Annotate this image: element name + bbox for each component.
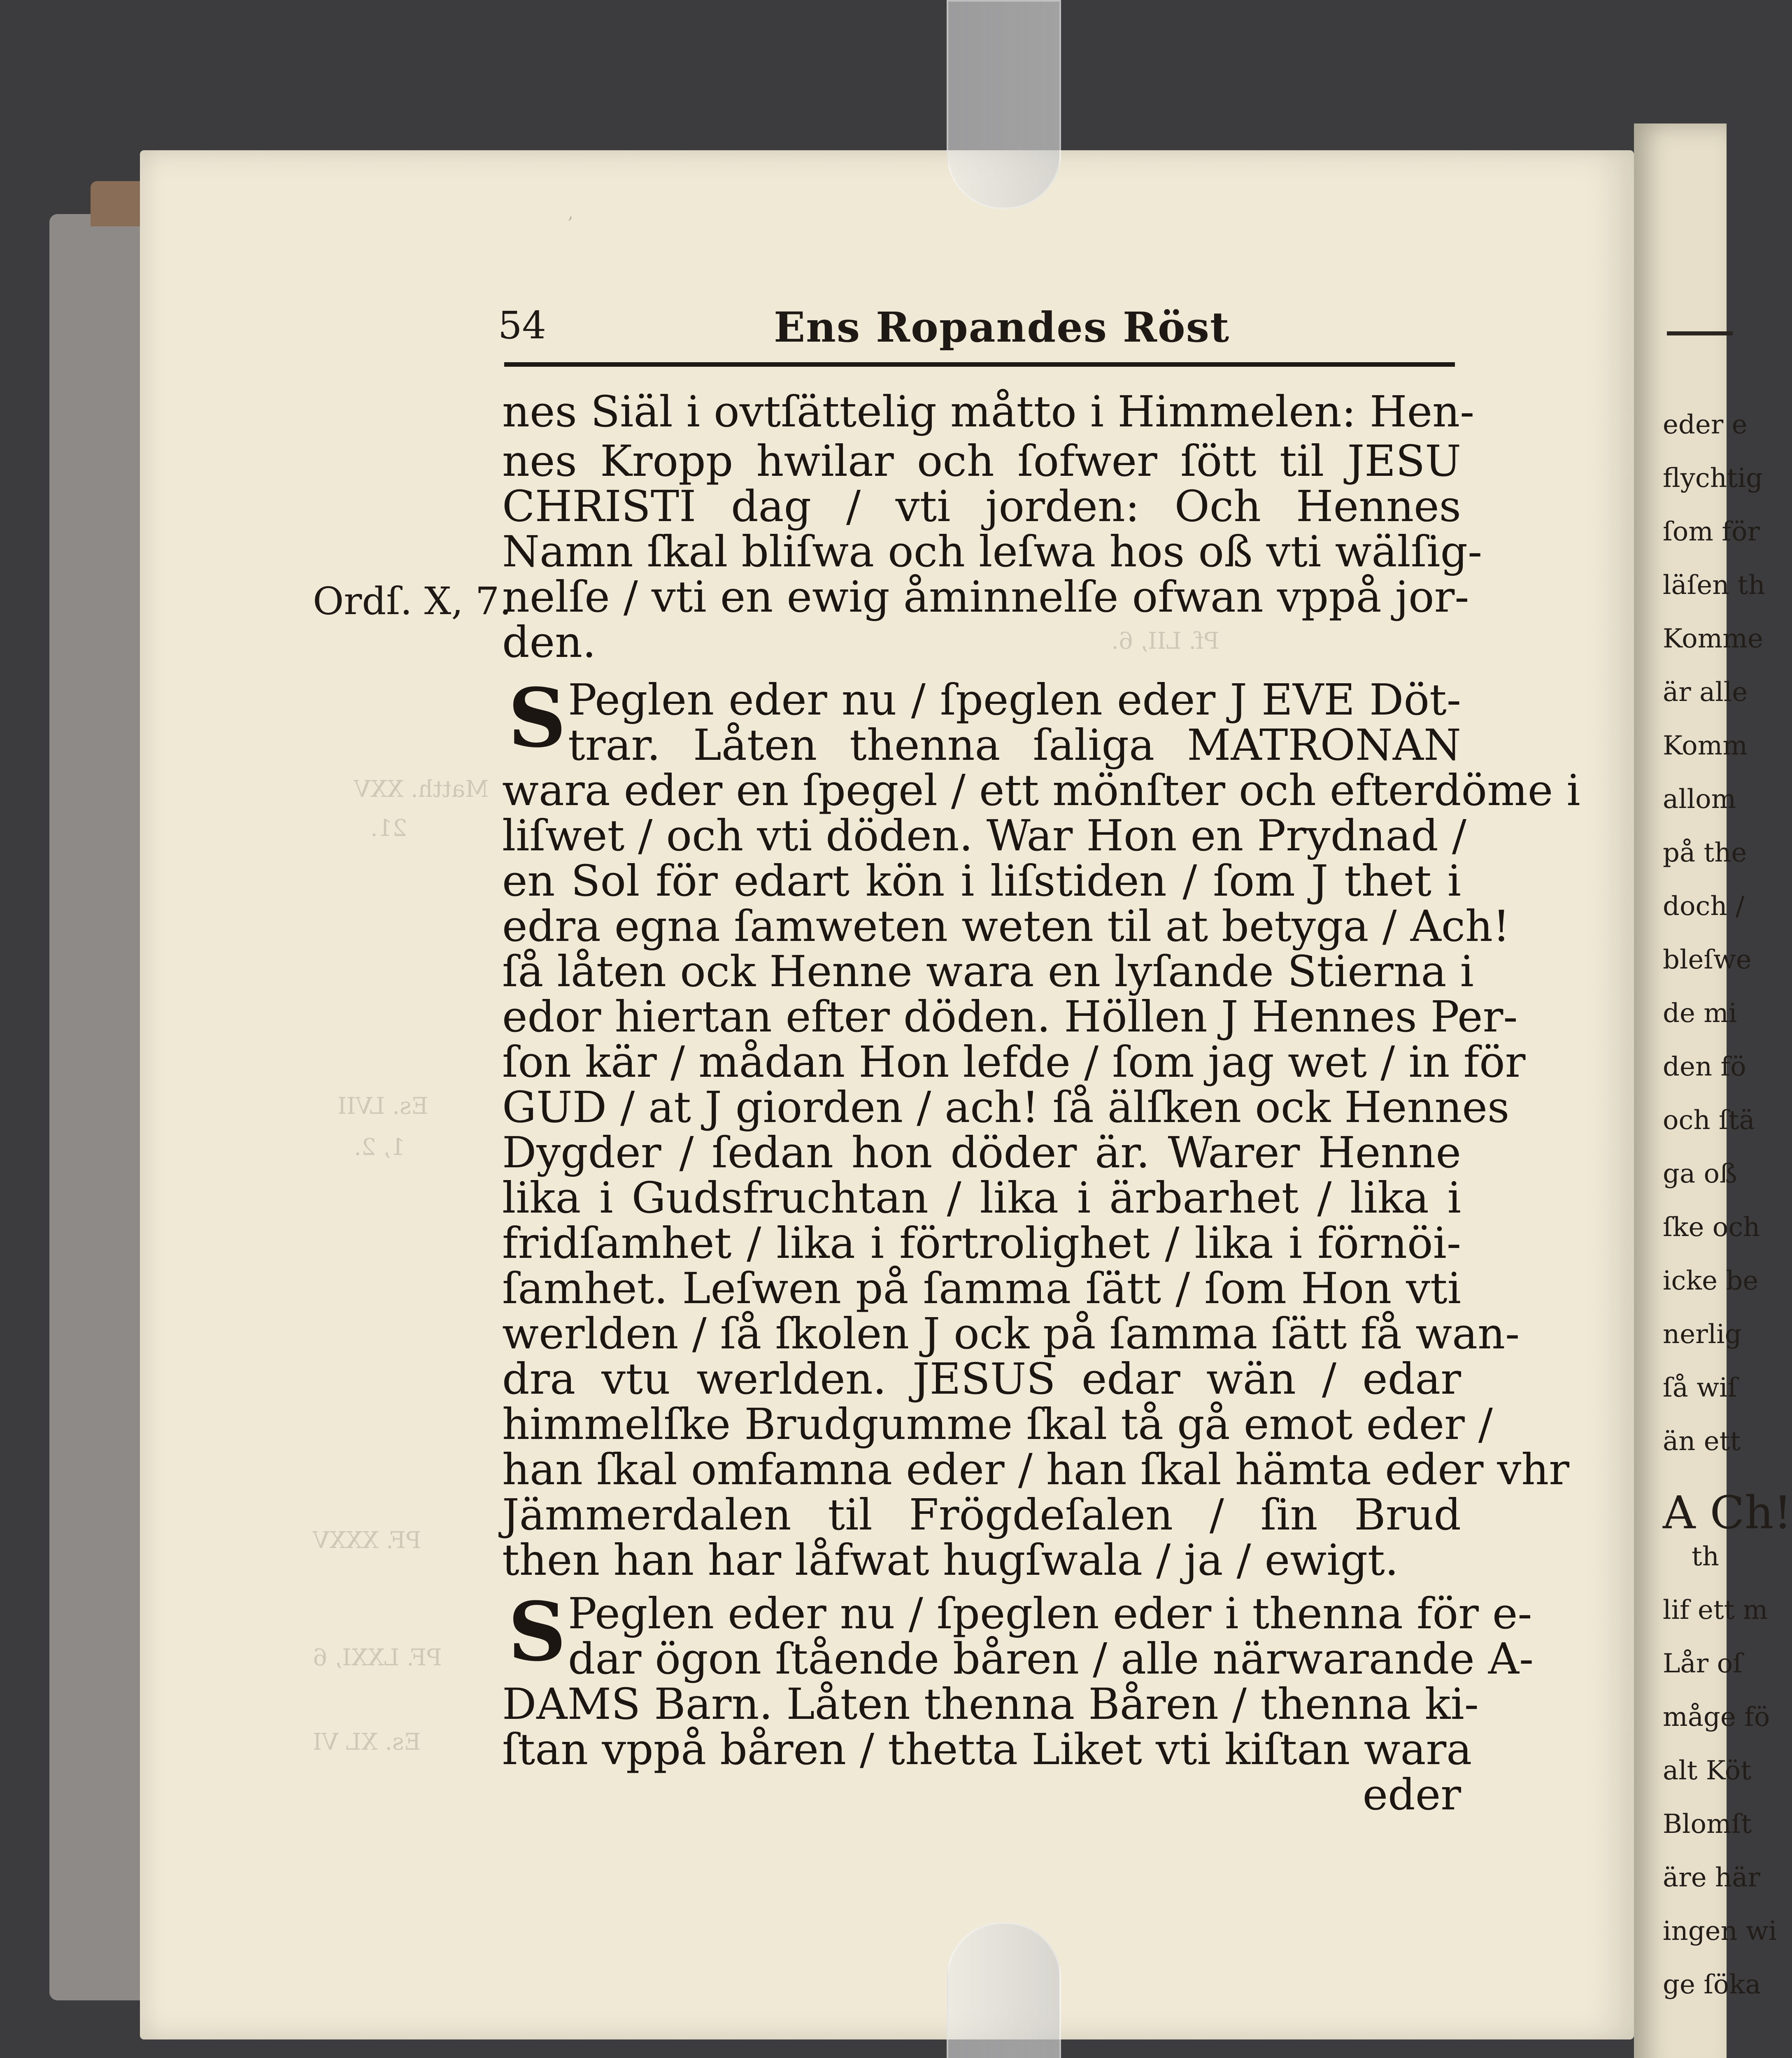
facing-page-fragment: måge fö: [1663, 1702, 1770, 1732]
facing-page-fragment: Blomſt: [1663, 1809, 1752, 1839]
facing-page-fragment: Komm: [1663, 731, 1748, 761]
text-line: trar. Låten thenna ſaliga MATRONAN: [568, 720, 1461, 770]
facing-page-fragment: ge ſöka: [1663, 1970, 1761, 2000]
page-mark: ,: [568, 204, 573, 223]
facing-page-fragment: ſke och: [1663, 1212, 1760, 1243]
text-line: han ſkal omfamna eder / han ſkal hämta eder vhr: [502, 1444, 1569, 1495]
text-line: edor hiertan efter döden. Höllen J Hennes Per-: [502, 992, 1518, 1042]
show-through-text: 1, 2.: [354, 1134, 405, 1161]
text-line: dra vtu werlden. JESUS edar wän / edar: [502, 1354, 1461, 1404]
running-head: Ens Ropandes Röst: [774, 303, 1230, 352]
text-line: CHRISTI dag / vti jorden: Och Hennes: [502, 481, 1461, 531]
facing-page-fragment: flychtig: [1663, 463, 1763, 494]
facing-page-fragment: bleſwe: [1663, 945, 1752, 975]
text-line: then han har låfwat hugſwala / ja / ewigt.: [502, 1535, 1399, 1585]
drop-cap: S: [508, 671, 566, 766]
facing-page-fragment: doch /: [1663, 891, 1745, 922]
facing-page-fragment: th: [1692, 1541, 1719, 1572]
text-line: Jämmerdalen til Frögdeſalen / ſin Brud: [502, 1490, 1461, 1540]
facing-page-fragment: eder e: [1663, 410, 1748, 440]
facing-page-fragment: läſen th: [1663, 570, 1765, 601]
facing-page-fragment: ſom för: [1663, 517, 1760, 547]
facing-page-fragment: icke be: [1663, 1266, 1759, 1296]
text-line: wara eder en ſpegel / ett mönſter och efterdöme i: [502, 765, 1580, 815]
facing-page-fragment: de mi: [1663, 998, 1737, 1029]
facing-page-fragment: A Ch!: [1663, 1486, 1792, 1539]
text-line: himmelſke Brudgumme ſkal tå gå emot eder /: [502, 1399, 1493, 1449]
facing-page-fragment: Lår oſ: [1663, 1648, 1743, 1679]
text-line: fridſamhet / lika i förtrolighet / lika i förnöi-: [502, 1218, 1461, 1268]
facing-page-fragment: äre här: [1663, 1862, 1760, 1893]
page-clip-bottom: [947, 1922, 1061, 2058]
margin-note: Ordſ. X, 7.: [313, 579, 512, 623]
facing-page-fragment: den fö: [1663, 1052, 1746, 1082]
facing-page-fragment: lif ett m: [1663, 1595, 1768, 1625]
show-through-text: Pf. LII, 6.: [1111, 628, 1219, 654]
text-line: Namn ſkal bliſwa och leſwa hos oß vti wälſig-: [502, 526, 1482, 577]
facing-page-fragment: alt Köt: [1663, 1755, 1752, 1786]
text-line: nes Siäl i ovtſättelig måtto i Himmelen: Hen-: [502, 386, 1475, 437]
facing-page-fragment: nerlig: [1663, 1319, 1742, 1350]
facing-page-rule: [1667, 331, 1733, 335]
text-line: GUD / at J giorden / ach! ſå älſken ock Hennes: [502, 1082, 1510, 1132]
show-through-text: PF. LXXI, 6: [313, 1644, 442, 1671]
text-line: ſon kär / mådan Hon lefde / ſom jag wet / in för: [502, 1037, 1526, 1087]
text-line: dar ögon ſtående båren / alle närwarande A-: [568, 1634, 1534, 1684]
text-line: Peglen eder nu / ſpeglen eder i thenna för e-: [568, 1588, 1532, 1639]
text-line: ſtan vppå båren / thetta Liket vti kiſtan wara: [502, 1724, 1472, 1774]
page-clip-top: [947, 0, 1061, 209]
page-number: 54: [498, 303, 547, 347]
show-through-text: Es. XL VI: [313, 1729, 421, 1755]
text-line: ſå låten ock Henne wara en lyſande Stierna i: [502, 946, 1474, 996]
show-through-text: 21.: [370, 815, 407, 842]
text-line: en Sol för edart kön i liſstiden / ſom J thet i: [502, 856, 1461, 906]
text-line: DAMS Barn. Låten thenna Båren / thenna ki-: [502, 1679, 1479, 1729]
facing-page-fragment: Komme: [1663, 624, 1763, 654]
text-line: Peglen eder nu / ſpeglen eder J EVE Döt-: [568, 675, 1461, 725]
facing-page-fragment: är alle: [1663, 677, 1748, 708]
text-line: nelſe / vti en ewig åminnelſe ofwan vppå jor-: [502, 572, 1469, 622]
text-line: werlden / ſå ſkolen J ock på ſamma ſätt få wan-: [502, 1308, 1520, 1359]
facing-page-fragment: ingen wi: [1663, 1916, 1777, 1946]
text-line: edra egna ſamweten weten til at betyga / Ach!: [502, 901, 1510, 951]
facing-page-fragment: och ſtä: [1663, 1105, 1755, 1136]
show-through-text: PF. XXXV: [313, 1527, 421, 1554]
text-line: ſamhet. Leſwen på ſamma ſätt / ſom Hon vti: [502, 1263, 1461, 1313]
facing-page-fragment: ſå wiſ: [1663, 1373, 1738, 1403]
show-through-text: Matth. XXV: [354, 776, 489, 803]
facing-page: [1634, 123, 1792, 2058]
book-spine-top: [91, 181, 148, 226]
catchword: eder: [1362, 1769, 1461, 1820]
text-line: Dygder / ſedan hon döder är. Warer Henne: [502, 1127, 1461, 1178]
facing-page-fragment: än ett: [1663, 1426, 1741, 1457]
text-line: lika i Gudsfruchtan / lika i ärbarhet / lika i: [502, 1173, 1461, 1223]
facing-page-fragment: allom: [1663, 784, 1736, 815]
drop-cap: S: [508, 1585, 566, 1679]
show-through-text: Es. LVII: [337, 1093, 428, 1120]
text-line: nes Kropp hwilar och ſofwer ſött til JESU: [502, 436, 1461, 486]
facing-page-fragment: ga oß: [1663, 1159, 1737, 1189]
header-rule: [504, 362, 1455, 367]
facing-page-fragment: på the: [1663, 838, 1747, 868]
text-line: den.: [502, 617, 596, 667]
text-line: liſwet / och vti döden. War Hon en Prydnad /: [502, 810, 1466, 861]
